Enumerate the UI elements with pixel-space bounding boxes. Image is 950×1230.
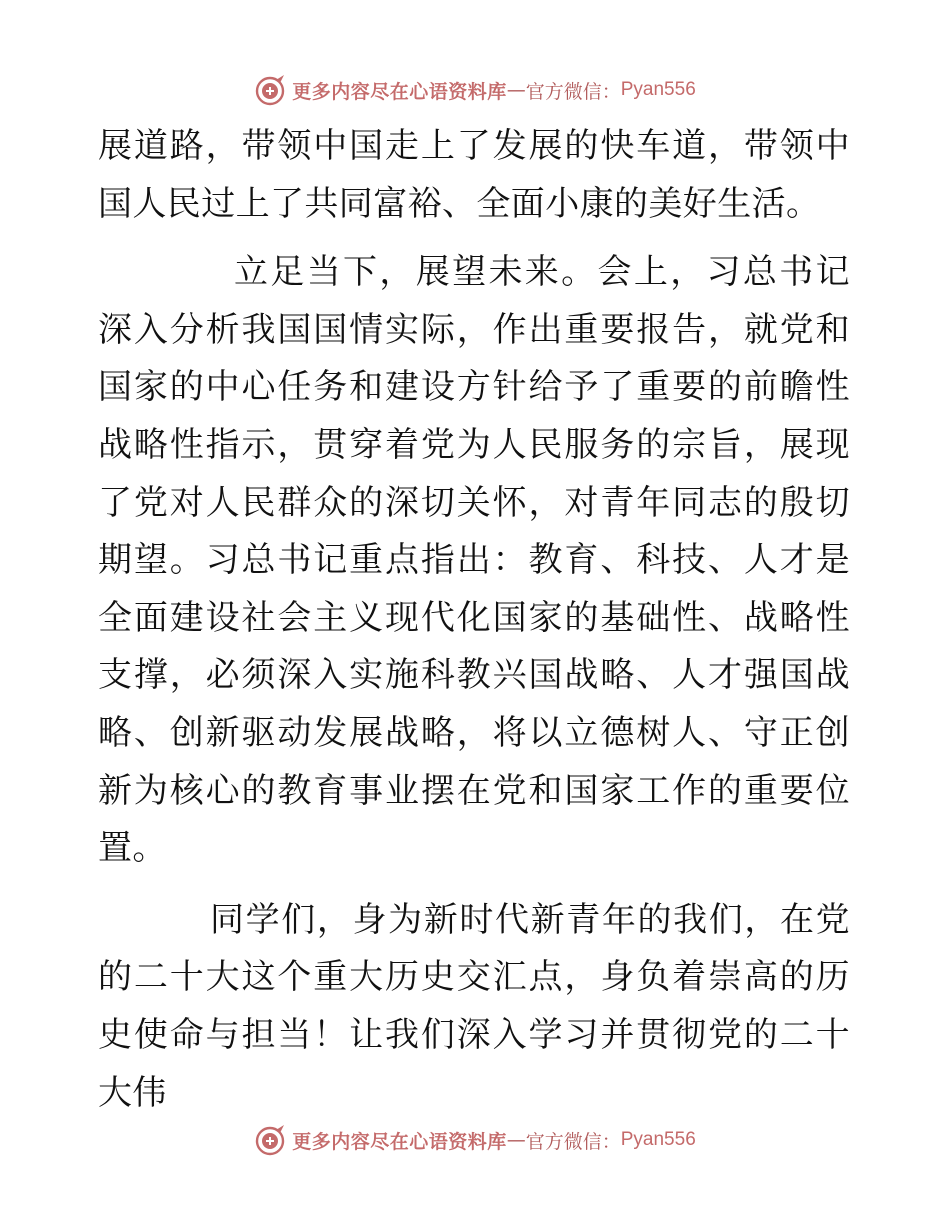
banner-separator: —	[506, 1129, 526, 1151]
header-banner	[0, 70, 950, 110]
banner-wechat-id: Pyan556	[620, 79, 696, 100]
paragraph-3: 同学们，身为新时代新青年的我们，在党的二十大这个重大历史交汇点，身负着崇高的历史使命与担当！让我们深入学习并贯彻党的二十大伟	[98, 899, 850, 1113]
banner-main-text: 更多内容尽在心语资料库	[292, 80, 507, 103]
book-quill-logo-icon	[254, 1124, 286, 1156]
book-quill-logo-icon	[254, 74, 286, 106]
paragraph-2: 立足当下，展望未来。会上，习总书记深入分析我国国情实际，作出重要报告，就党和国家的中心任务和建设方针给予了重要的前瞻性战略性指示，贯穿着党为人民服务的宗旨，展现了党对人民群众的深切关怀，对青年同志的殷切期望。习总书记重点指出：教育、科技、人才是全面建设社会主义现代化国家的基础性、战略性支撑，必须深入实施科教兴国战略、人才强国战略、创新驱动发展战略，将以立德树人、守正创新为核心的教育事业摆在党和国家工作的重要位置。	[98, 252, 850, 869]
paragraph-1: 展道路，带领中国走上了发展的快车道，带领中国人民过上了共同富裕、全面小康的美好生活。	[98, 126, 850, 224]
banner-wechat-label: 官方微信：	[525, 80, 621, 103]
banner-wechat-id: Pyan556	[620, 1129, 696, 1150]
document-body	[98, 118, 850, 1122]
banner-main-text: 更多内容尽在心语资料库	[292, 1130, 507, 1153]
banner-separator: —	[506, 79, 526, 101]
footer-banner	[0, 1120, 950, 1160]
banner-wechat-label: 官方微信：	[525, 1130, 621, 1153]
